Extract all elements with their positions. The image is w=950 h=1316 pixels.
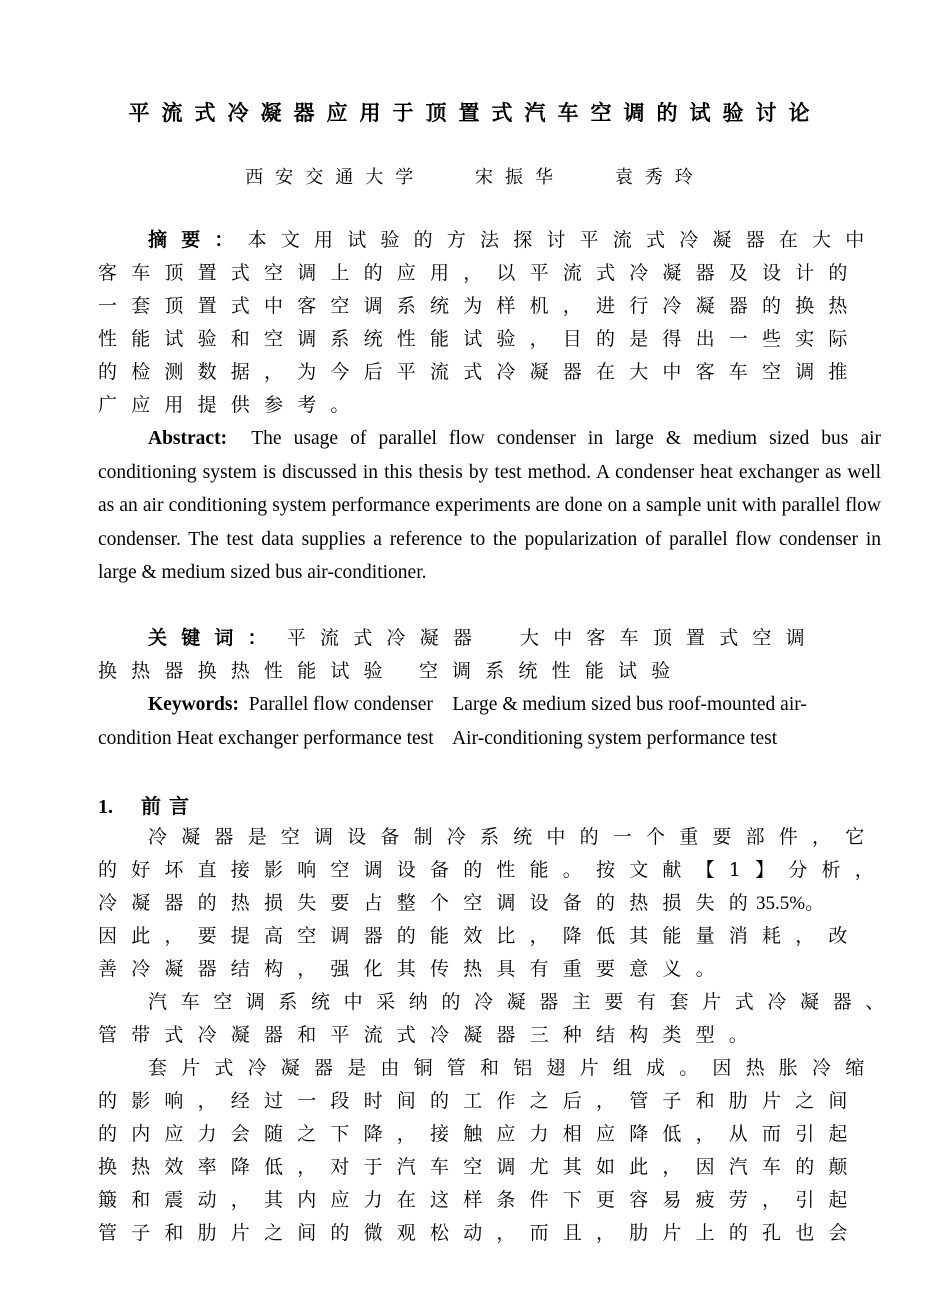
keywords-en: Keywords: Parallel flow condenser Large & medium sized bus roof-mounted air- condition Heat exchanger performance test Air-conditioning system performance test — [98, 694, 807, 749]
body-line: 管子和肋片之间的微观松动，而且，肋片上的孔也会 — [98, 1222, 862, 1244]
body-line: 的内应力会随之下降，接触应力相应降低，从而引起 — [98, 1123, 862, 1145]
abstract-cn-line: 一套顶置式中客空调系统为样机，进行冷凝器的换热 — [98, 295, 862, 317]
body-line: 管带式冷凝器和平流式冷凝器三种结构类型。 — [98, 1024, 763, 1046]
author-name: 袁秀玲 — [614, 167, 705, 188]
abstract-cn-line: 性能试验和空调系统性能试验，目的是得出一些实际 — [98, 328, 862, 350]
keywords-cn-line — [98, 660, 684, 682]
section-number: 1. — [98, 796, 113, 818]
keyword: 大中客车顶置式空调 — [520, 627, 819, 649]
abstract-cn-line: 广应用提供参考。 — [98, 394, 364, 416]
body-line: 套片式冷凝器是由铜管和铝翅片组成。因热胀冷缩 — [148, 1057, 879, 1079]
keyword: 空调系统性能试验 — [418, 660, 685, 682]
author-line — [0, 163, 950, 189]
body-line: 簸和震动，其内应力在这样条件下更容易疲劳，引起 — [98, 1189, 862, 1211]
abstract-en-text: The usage of parallel flow condenser in large & medium sized bus air conditioning system is discussed in this thesis by test method. A condenser heat exchanger as well as an air conditioning system performance experiments are done on a sample unit with parallel flow condenser. The test data supplies a reference to the popularization of parallel flow condenser in large & medium sized bus air-conditioner. — [98, 428, 882, 583]
abstract-cn-line: 摘要：本文用试验的方法探讨平流式冷凝器在大中 — [148, 229, 879, 251]
author-name: 宋振华 — [475, 167, 565, 188]
keywords-cn-line — [98, 627, 819, 649]
section-title: 前言 — [141, 794, 197, 818]
abstract-en — [98, 422, 881, 590]
abstract-cn-label: 摘要： — [148, 229, 248, 251]
body-line: 冷凝器的热损失要占整个空调设备的热损失的35.5%。 — [98, 892, 825, 914]
body-line: 的好坏直接影响空调设备的性能。按文献【1】分析， — [98, 859, 888, 881]
body-line: 换热效率降低，对于汽车空调尤其如此，因汽车的颠 — [98, 1156, 862, 1178]
body-line: 因此，要提高空调器的能效比，降低其能量消耗，改 — [98, 925, 862, 947]
section-heading — [98, 790, 197, 819]
body-line: 冷凝器是空调设备制冷系统中的一个重要部件，它 — [148, 826, 879, 848]
paper-title: 平流式冷凝器应用于顶置式汽车空调的试验讨论 — [128, 100, 822, 125]
keywords-en-label: Keywords: — [148, 694, 239, 715]
body-line: 汽车空调系统中采纳的冷凝器主要有套片式冷凝器、 — [148, 991, 898, 1013]
keyword: 换热器换热性能试验 — [98, 660, 397, 682]
keywords-cn-label: 关键词： — [148, 627, 281, 649]
abstract-en-label: Abstract: — [148, 428, 228, 449]
keyword: 平流式冷凝器 — [286, 627, 487, 649]
abstract-cn-line: 的检测数据，为今后平流式冷凝器在大中客车空调推 — [98, 361, 862, 383]
body-line: 的影响，经过一段时间的工作之后，管子和肋片之间 — [98, 1090, 862, 1112]
body-line: 善冷凝器结构，强化其传热具有重要意义。 — [98, 958, 729, 980]
abstract-cn-line: 客车顶置式空调上的应用，以平流式冷凝器及设计的 — [98, 262, 862, 284]
affiliation: 西安交通大学 — [245, 167, 426, 188]
